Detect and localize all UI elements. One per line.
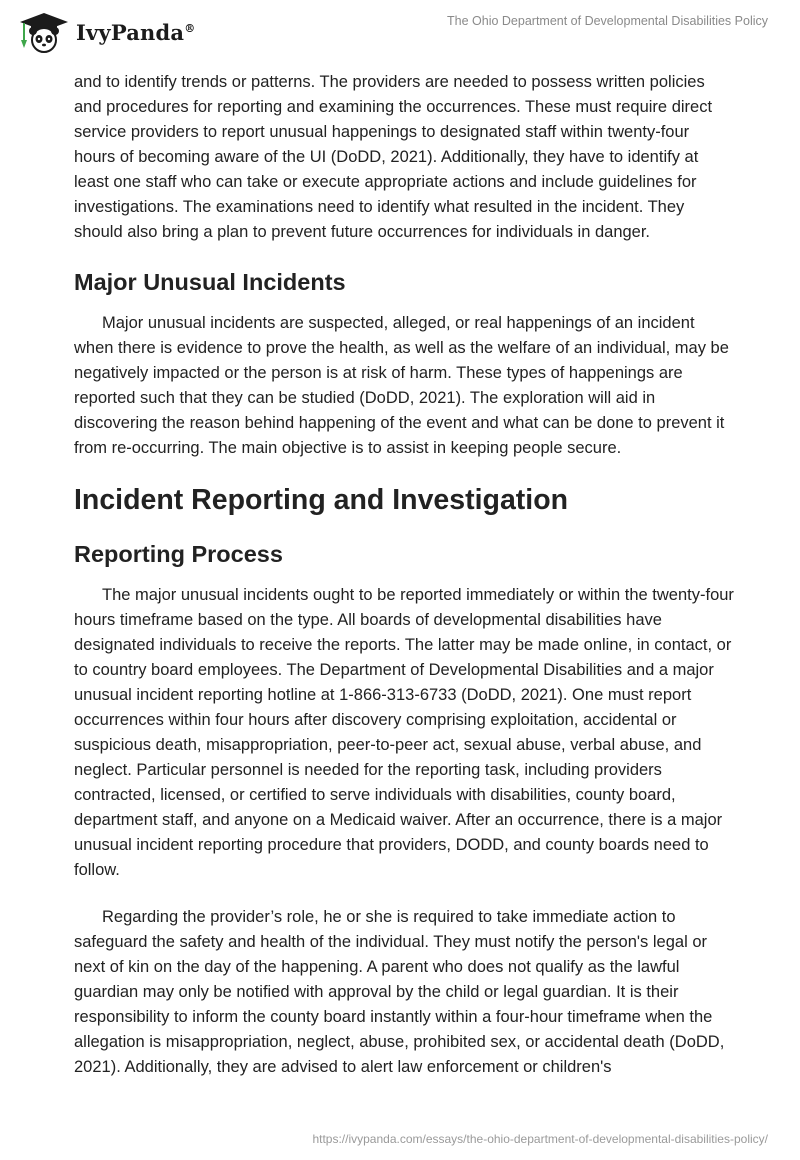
essay-body [74,70,734,1102]
paragraph-reporting-process-2: Regarding the provider’s role, he or she is required to take immediate action to safeguard the safety and health of the individual. They must notify the person's legal or next of kin on the day of the happening. A parent who does not qualify as the lawful guardian may only be notified with approval by the child or legal guardian. It is their responsibility to inform the county board instantly within a four-hour timeframe when the allegation is misappropriation, neglect, abuse, prohibited sex, or accidental death (DoDD, 2021). Additionally, they are advised to alert law enforcement or children's [74,908,725,1076]
document-title: The Ohio Department of Developmental Disabilities Policy [447,14,768,28]
panda-graduate-icon [14,10,70,54]
heading-reporting-process: Reporting Process [74,541,283,567]
paragraph-intro: and to identify trends or patterns. The providers are needed to possess written policies and procedures for reporting and examining the occurrences. These must require direct service providers to report unusual happenings to designated staff within twenty-four hours of becoming aware of the UI (DoDD, 2021). Additionally, they have to identify at least one staff who can take or execute appropriate actions and include guidelines for investigations. The examinations need to identify what resulted in the incident. They should also bring a plan to prevent future occurrences for individuals in danger. [74,73,713,241]
ivypanda-logo[interactable] [14,10,195,54]
page-header [0,0,800,70]
heading-major-unusual-incidents: Major Unusual Incidents [74,269,346,295]
paragraph-major-incidents: Major unusual incidents are suspected, alleged, or real happenings of an incident when there is evidence to prove the health, as well as the welfare of an individual, may be negatively impacted or the person is at risk of harm. These types of happenings are reported such that they can be studied (DoDD, 2021). The exploration will aid in discovering the reason behind happening of the event and what can be done to prevent it from re-occurring. The main objective is to assist in keeping people secure. [74,314,729,457]
logo-wordmark: IvyPanda® [76,19,196,45]
source-url[interactable]: https://ivypanda.com/essays/the-ohio-department-of-developmental-disabilities-policy/ [312,1132,768,1146]
paragraph-reporting-process-1: The major unusual incidents ought to be reported immediately or within the twenty-four hours timeframe based on the type. All boards of developmental disabilities have designated individuals to receive the reports. The latter may be made online, in contact, or to country board employees. The Department of Developmental Disabilities and a major unusual incident reporting hotline at 1-866-313-6733 (DoDD, 2021). One must report occurrences within four hours after discovery comprising exploitation, accidental or suspicious death, misappropriation, peer-to-peer act, sexual abuse, verbal abuse, and neglect. Particular personnel is needed for the reporting task, including providers contracted, licensed, or certified to serve individuals with disabilities, county board, department staff, and anyone on a Medicaid waiver. After an occurrence, there is a major unusual incident reporting procedure that providers, DODD, and county boards need to follow. [74,586,734,879]
heading-incident-reporting: Incident Reporting and Investigation [74,484,569,516]
